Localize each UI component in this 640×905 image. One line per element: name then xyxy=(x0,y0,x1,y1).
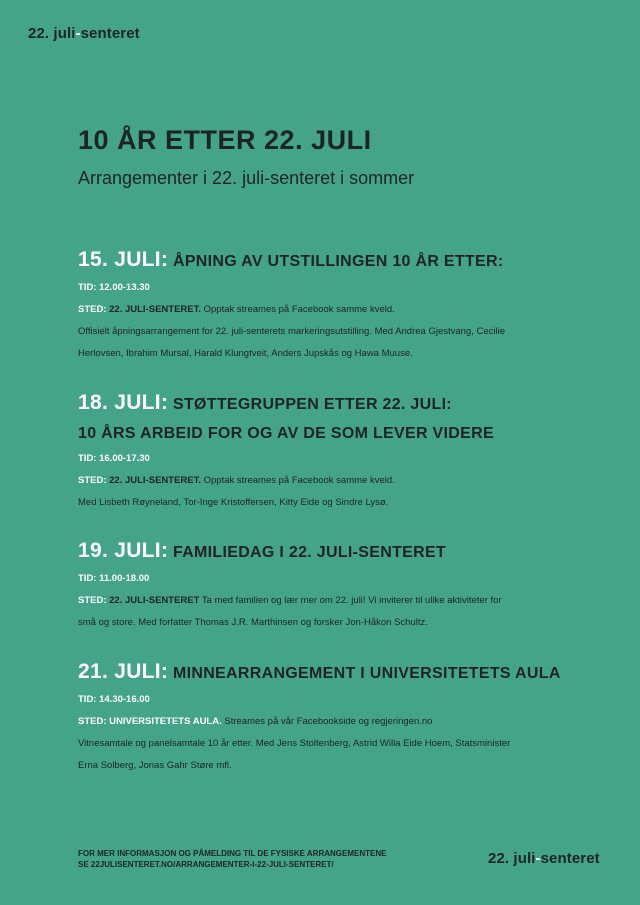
event-heading xyxy=(78,536,598,568)
event-date: 21. JULI: xyxy=(78,660,169,683)
time-value: 16.00-17.30 xyxy=(96,453,150,464)
footer-info xyxy=(78,848,386,870)
event-name-continued: 10 ÅRS ARBEID FOR OG AV DE SOM LEVER VIDERE xyxy=(78,425,494,442)
event-heading xyxy=(78,245,598,277)
event-date: 19. JULI: xyxy=(78,539,169,562)
event-15-juli xyxy=(78,245,598,365)
event-name: FAMILIEDAG I 22. JULI-SENTERET xyxy=(168,544,447,561)
place-label: STED: xyxy=(78,475,107,486)
event-name: STØTTEGRUPPEN ETTER 22. JULI: xyxy=(168,396,452,413)
place-value: UNIVERSITETETS AULA. xyxy=(106,716,222,727)
place-note: Streames på vår Facebookside og regjeringen.no xyxy=(221,716,433,727)
event-desc-line: Med Lisbeth Røyneland, Tor-Inge Kristoffersen, Kitty Eide og Sindre Lysø. xyxy=(78,497,389,508)
event-name: MINNEARRANGEMENT I UNIVERSITETETS AULA xyxy=(168,665,561,682)
time-label: TID: xyxy=(78,694,97,705)
event-place xyxy=(78,590,598,612)
event-name: ÅPNING AV UTSTILLINGEN 10 ÅR ETTER: xyxy=(168,253,504,270)
logo-number: 22. xyxy=(28,25,50,42)
logo-juli: juli xyxy=(509,850,536,867)
place-label: STED: xyxy=(78,716,107,727)
event-heading xyxy=(78,657,598,689)
time-label: TID: xyxy=(78,453,97,464)
event-place xyxy=(78,470,598,492)
logo-dash: - xyxy=(535,850,541,867)
event-desc-line: små og store. Med forfatter Thomas J.R. Marthinsen og forsker Jon-Håkon Schultz. xyxy=(78,617,428,628)
logo-senteret: senteret xyxy=(540,850,600,867)
event-time xyxy=(78,277,598,299)
event-desc-line: Erna Solberg, Jonas Gahr Støre mfl. xyxy=(78,760,232,771)
event-place xyxy=(78,711,598,733)
time-value: 11.00-18.00 xyxy=(96,573,150,584)
page-subtitle: Arrangementer i 22. juli-senteret i sommer xyxy=(78,168,415,188)
event-heading xyxy=(78,388,598,420)
footer-url: SE 22JULISENTERET.NO/ARRANGEMENTER-I-22-JULI-SENTERET/ xyxy=(78,860,334,869)
place-value: 22. JULI-SENTERET. xyxy=(106,304,201,315)
logo-bottom xyxy=(488,850,600,867)
place-note: Ta med familien og lær mer om 22. juli! Vi inviterer til ulike aktiviteter for xyxy=(199,595,502,606)
time-label: TID: xyxy=(78,573,97,584)
place-value: 22. JULI-SENTERET. xyxy=(106,475,201,486)
event-time xyxy=(78,448,598,470)
event-time xyxy=(78,689,598,711)
event-19-juli xyxy=(78,536,598,634)
place-note: Opptak streames på Facebook samme kveld. xyxy=(201,304,395,315)
logo-dash: - xyxy=(75,25,81,42)
event-18-juli xyxy=(78,388,598,514)
logo-senteret: senteret xyxy=(80,25,140,42)
event-date: 15. JULI: xyxy=(78,248,169,271)
page-title: 10 ÅR ETTER 22. JULI xyxy=(78,125,372,155)
place-note: Opptak streames på Facebook samme kveld. xyxy=(201,475,395,486)
logo-top xyxy=(28,25,140,42)
logo-number: 22. xyxy=(488,850,510,867)
event-time xyxy=(78,568,598,590)
time-value: 14.30-16.00 xyxy=(96,694,150,705)
logo-juli: juli xyxy=(49,25,76,42)
event-desc-line: Offisielt åpningsarrangement for 22. juli-senterets markeringsutstilling. Med Andrea Gjestvang, Cecilie xyxy=(78,326,506,337)
footer-line: FOR MER INFORMASJON OG PÅMELDING TIL DE FYSISKE ARRANGEMENTENE xyxy=(78,849,387,858)
event-21-juli xyxy=(78,657,598,777)
place-value: 22. JULI-SENTERET xyxy=(106,595,200,606)
event-place xyxy=(78,299,598,321)
place-label: STED: xyxy=(78,595,107,606)
event-desc-line: Vitnesamtale og panelsamtale 10 år etter. Med Jens Stoltenberg, Astrid Willa Eide Hoem, Statsminister xyxy=(78,738,511,749)
event-date: 18. JULI: xyxy=(78,391,169,414)
time-label: TID: xyxy=(78,282,97,293)
place-label: STED: xyxy=(78,304,107,315)
event-desc-line: Herlovsen, Ibrahim Mursal, Harald Klungtveit, Anders Jupskås og Hawa Muuse. xyxy=(78,348,413,359)
time-value: 12.00-13.30 xyxy=(96,282,150,293)
